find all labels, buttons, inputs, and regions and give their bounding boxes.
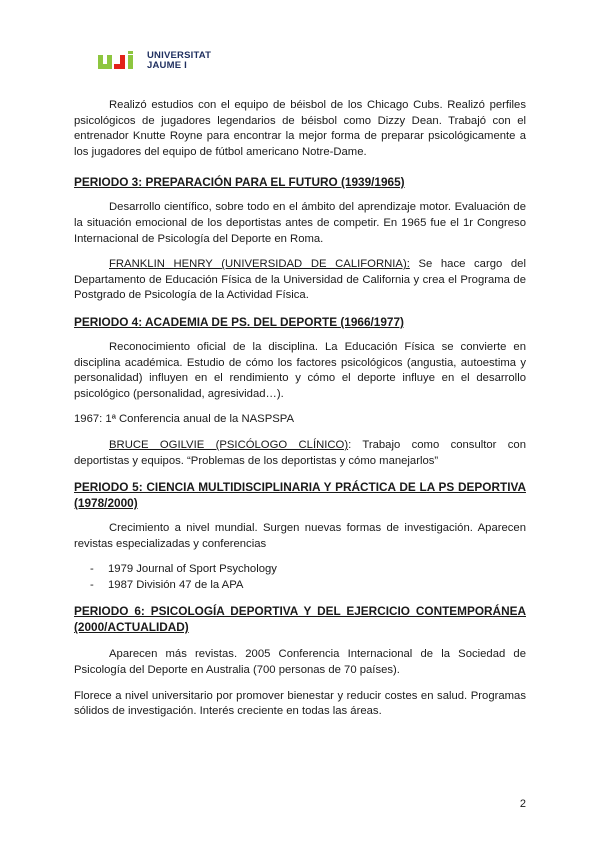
franklin-henry-text: Se hace cargo del Departamento de Educación Física de la Universidad de California y crea el Programa de Postgrado de Psicología de la Actividad Física. [74,258,526,302]
logo-text [147,51,211,71]
franklin-henry-name: FRANKLIN HENRY (UNIVERSIDAD DE CALIFORNIA): [109,258,410,271]
list-item: - 1987 División 47 de la APA [90,578,526,594]
periodo-6-paragraph-2: Florece a nivel universitario por promover bienestar y reducir costes en salud. Programas sólidos de investigación. Interés creciente en todas las áreas. [74,689,526,718]
intro-paragraph: Realizó estudios con el equipo de béisbol de los Chicago Cubs. Realizó perfiles psicológicos de jugadores legendarios de béisbol como Dizzy Dean. Trabajó con el entrenador Knutte Royne para encontrar la mejor forma de preparar psicológicamente a los jugadores del equipo de fútbol americano Notre-Dame. [74,99,526,158]
periodo-6-paragraph: Aparecen más revistas. 2005 Conferencia Internacional de la Sociedad de Psicología del Deporte en Australia (700 personas de 70 países). [74,648,526,677]
periodo-5-list [74,562,526,593]
bruce-ogilvie-name: BRUCE OGILVIE (PSICÓLOGO CLÍNICO) [109,438,349,451]
uji-logo-mark-icon [98,51,142,71]
logo-line-2: JAUME I [147,60,187,71]
heading-periodo-4: PERIODO 4: ACADEMIA DE PS. DEL DEPORTE (1966/1977) [74,314,404,329]
heading-periodo-3: PERIODO 3: PREPARACIÓN PARA EL FUTURO (1939/1965) [74,175,405,190]
uji-letters-icon [98,51,142,71]
page-number: 2 [519,798,526,810]
periodo-3-paragraph: Desarrollo científico, sobre todo en el ámbito del aprendizaje motor. Evaluación de la situación emocional de los deportistas antes de competir. En 1965 fue el 1r Congreso Internacional de Psicología del Deporte en Roma. [74,201,526,245]
naspspa-line: 1967: 1ª Conferencia anual de la NASPSPA [74,413,295,426]
list-item: - 1979 Journal of Sport Psychology [90,562,526,578]
bruce-ogilvie-paragraph [74,438,526,469]
franklin-henry-paragraph [74,257,526,304]
logo-line-1: UNIVERSITAT [147,50,212,61]
document-body [74,98,526,720]
bruce-ogilvie-text: : Trabajo como consultor con deportistas y equipos. “Problemas de los deportistas y cómo manejarlos” [74,438,526,467]
heading-periodo-6: PERIODO 6: PSICOLOGÍA DEPORTIVA Y DEL EJERCICIO CONTEMPORÁNEA (2000/ACTUALIDAD) [74,604,526,635]
periodo-5-paragraph: Crecimiento a nivel mundial. Surgen nuevas formas de investigación. Aparecen revistas especializadas y conferencias [74,522,526,550]
university-logo [98,50,211,72]
heading-periodo-5: PERIODO 5: CIENCIA MULTIDISCIPLINARIA Y PRÁCTICA DE LA PS DEPORTIVA (1978/2000) [74,480,526,511]
periodo-4-paragraph: Reconocimiento oficial de la disciplina. La Educación Física se convierte en disciplina académica. Estudio de cómo los factores psicológicos (angustia, autoestima y personalidad) influyen en el rendimiento y cómo el deporte influye en el desarrollo psicológico (personalidad, agresividad…). [74,340,526,400]
